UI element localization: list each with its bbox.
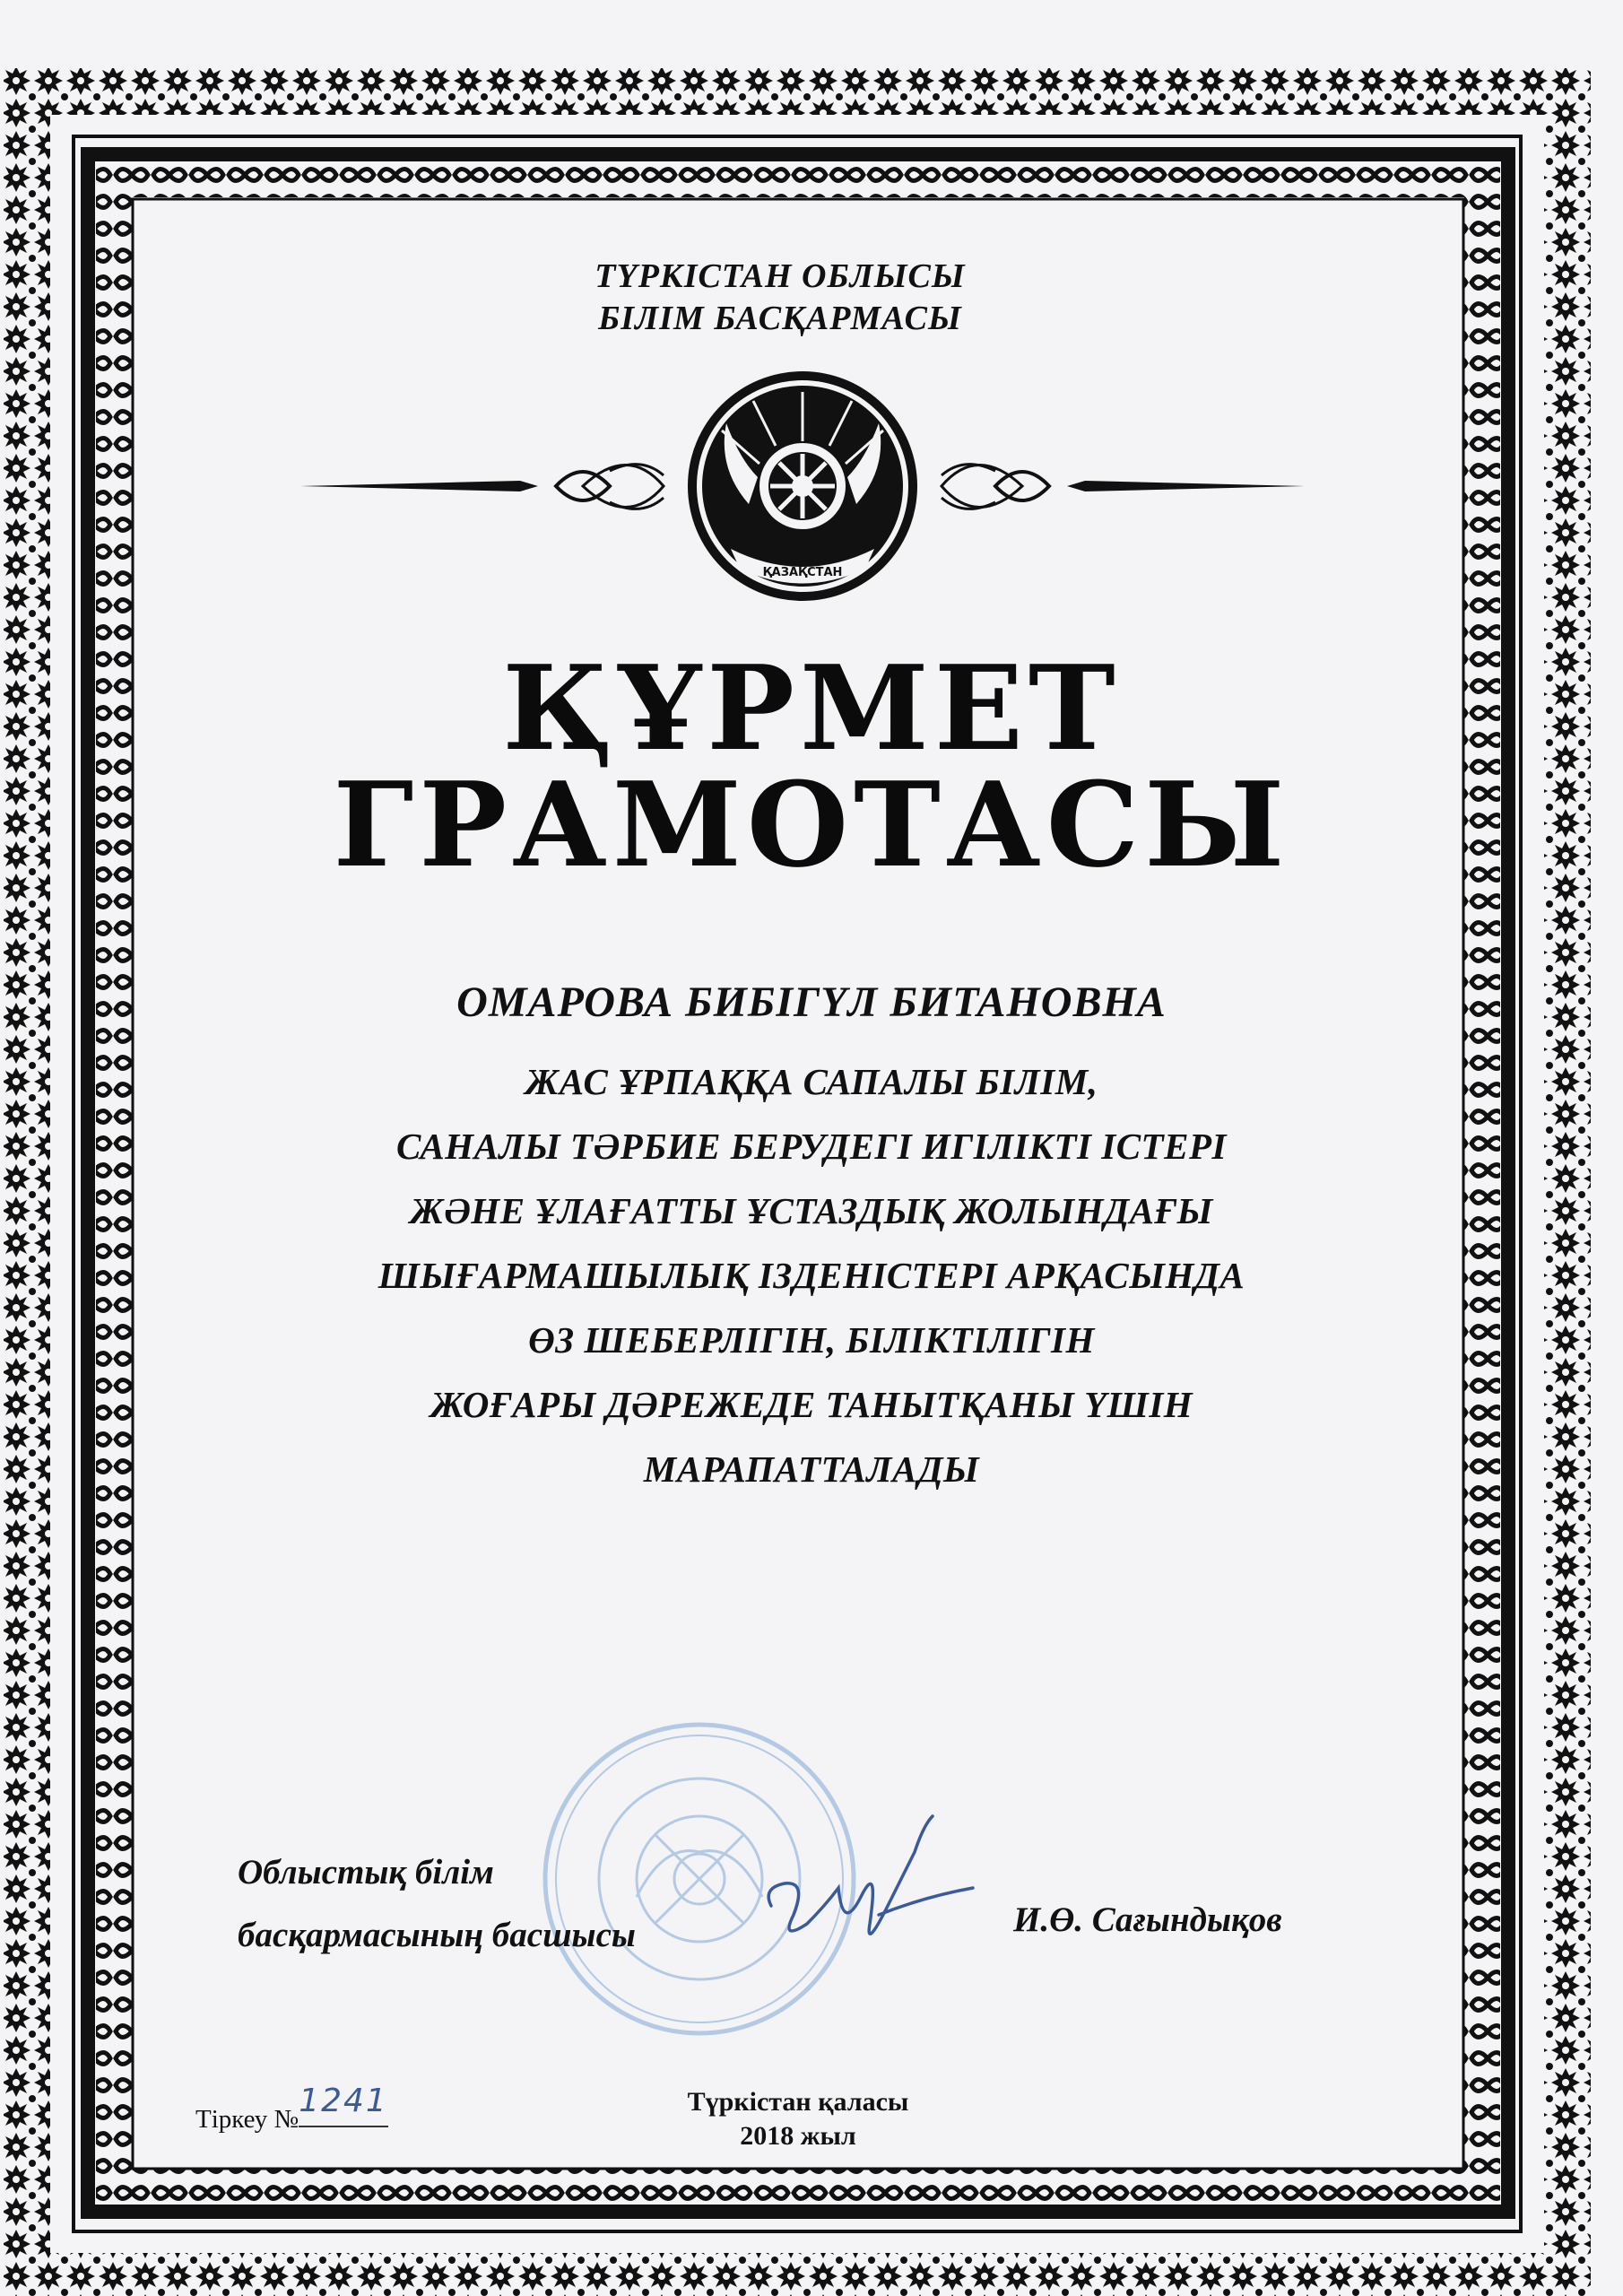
certificate-title-line-1: ҚҰРМЕТ (502, 639, 1121, 777)
signatory-position-line-2: басқармасының басшысы (238, 1916, 636, 1954)
footer-place-date (628, 2085, 968, 2153)
certificate-title-line-2: ГРАМОТАСЫ (333, 756, 1290, 893)
registration-number (195, 2083, 388, 2135)
issuer-heading (502, 256, 1058, 340)
signatory-position-line-1: Облыстық білім (238, 1853, 494, 1892)
left-flourish-icon (300, 465, 664, 509)
citation-line: МАРАПАТТАЛАДЫ (643, 1448, 980, 1490)
kazakhstan-state-emblem-icon (688, 371, 917, 601)
citation-line: САНАЛЫ ТӘРБИЕ БЕРУДЕГІ ИГІЛІКТІ ІСТЕРІ (396, 1126, 1227, 1167)
recipient-name: ОМАРОВА БИБІГҮЛ БИТАНОВНА (456, 978, 1167, 1026)
issuer-line-1: ТҮРКІСТАН ОБЛЫСЫ (595, 257, 966, 295)
registration-label: Тіркеу № (195, 2105, 299, 2134)
handwritten-signature-icon (753, 1798, 986, 1969)
citation-line: ШЫҒАРМАШЫЛЫҚ ІЗДЕНІСТЕРІ АРҚАСЫНДА (378, 1255, 1245, 1296)
emblem-caption: ҚАЗАҚСТАН (762, 566, 843, 579)
issuer-line-2: БІЛІМ БАСҚАРМАСЫ (598, 300, 962, 337)
signatory-position (238, 1841, 636, 1967)
citation-line: ЖАС ҰРПАҚҚА САПАЛЫ БІЛІМ, (525, 1061, 1098, 1102)
citation-line: ӨЗ ШЕБЕРЛІГІН, БІЛІКТІЛІГІН (528, 1319, 1095, 1361)
citation-line: ЖӘНЕ ҰЛАҒАТТЫ ҰСТАЗДЫҚ ЖОЛЫНДАҒЫ (410, 1190, 1213, 1231)
citation-line: ЖОҒАРЫ ДӘРЕЖЕДЕ ТАНЫТҚАНЫ ҮШІН (430, 1384, 1193, 1425)
footer-year: 2018 жыл (740, 2121, 856, 2151)
citation-text (233, 1049, 1390, 1501)
signatory-name: И.Ө. Сағындықов (1013, 1900, 1282, 1939)
registration-line (299, 2083, 388, 2127)
registration-value: 1241 (299, 2083, 388, 2119)
emblem-row (287, 359, 1318, 619)
right-flourish-icon (942, 465, 1305, 509)
footer-city: Түркістан қаласы (687, 2087, 909, 2117)
